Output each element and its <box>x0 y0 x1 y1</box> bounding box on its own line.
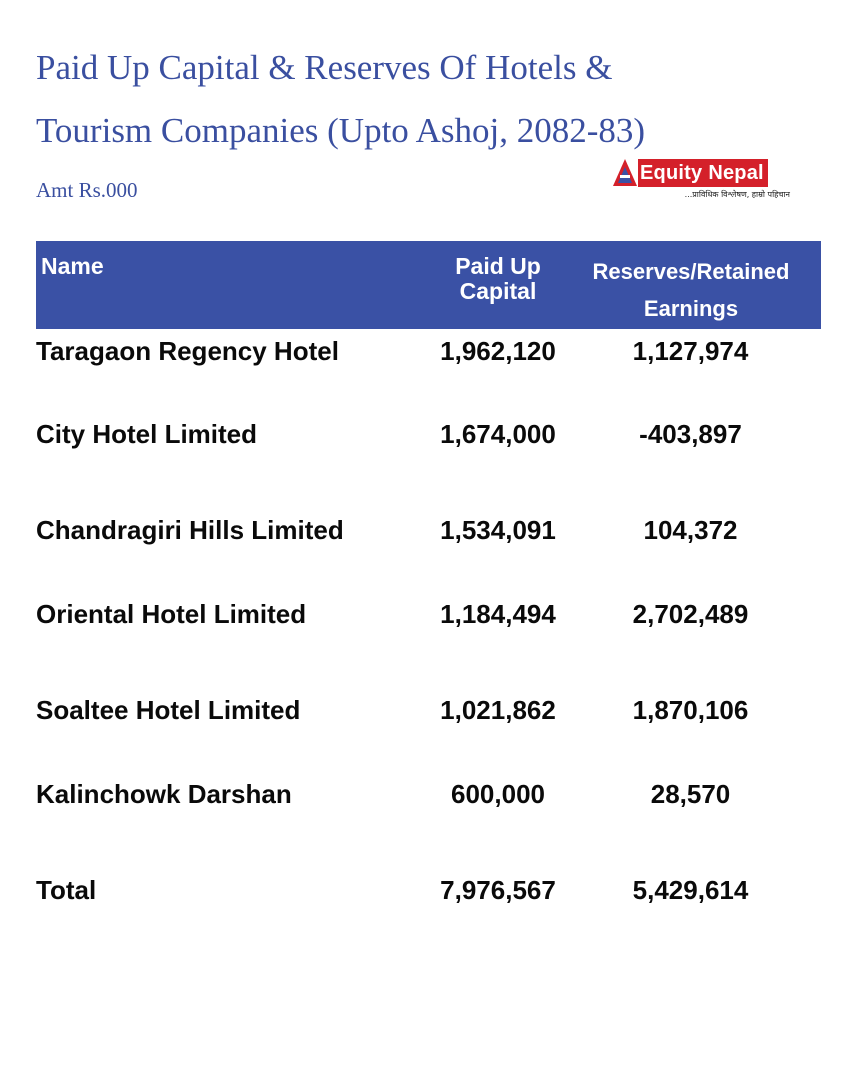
logo-brand-part2: Nepal <box>708 161 764 184</box>
title-line-2: Tourism Companies (Upto Ashoj, 2082-83) <box>36 111 646 150</box>
total-paid-up-capital: 7,976,567 <box>440 875 556 905</box>
row-reserves: -403,897 <box>639 419 742 449</box>
total-reserves: 5,429,614 <box>632 875 749 905</box>
row-name: Kalinchowk Darshan <box>36 779 292 809</box>
row-reserves: 2,702,489 <box>632 599 749 629</box>
table-row <box>36 779 821 819</box>
header-name: Name <box>41 253 104 279</box>
page-title <box>36 36 736 162</box>
row-reserves: 1,870,106 <box>632 695 749 725</box>
row-paid-up-capital: 1,184,494 <box>440 599 556 629</box>
row-name: Taragaon Regency Hotel <box>36 336 339 366</box>
table-row <box>36 599 821 639</box>
table-row <box>36 336 821 376</box>
logo-mark-icon <box>612 158 638 188</box>
table-row <box>36 419 821 459</box>
row-name: City Hotel Limited <box>36 419 258 449</box>
row-reserves: 1,127,974 <box>632 336 749 366</box>
amount-unit-label: Amt Rs.000 <box>36 178 138 202</box>
row-reserves: 28,570 <box>650 779 731 809</box>
row-paid-up-capital: 600,000 <box>451 779 545 809</box>
row-reserves: 104,372 <box>643 515 738 545</box>
total-label: Total <box>36 875 97 905</box>
row-paid-up-capital: 1,534,091 <box>440 515 556 545</box>
equity-nepal-logo <box>612 158 794 204</box>
logo-tagline: ...प्राविधिक विश्लेषण, हाम्रो पहिचान <box>684 190 790 199</box>
row-name: Chandragiri Hills Limited <box>36 515 344 545</box>
row-paid-up-capital: 1,021,862 <box>440 695 556 725</box>
row-name: Soaltee Hotel Limited <box>36 695 301 725</box>
header-reserves: Reserves/Retained Earnings <box>592 259 790 321</box>
table-header <box>36 241 821 329</box>
title-line-1: Paid Up Capital & Reserves Of Hotels & <box>36 48 613 87</box>
row-name: Oriental Hotel Limited <box>36 599 307 629</box>
header-paid-up-capital: Paid Up Capital <box>455 253 541 304</box>
table-row <box>36 695 821 735</box>
logo-brand-part1: Equity <box>640 161 703 184</box>
table-total-row <box>36 875 821 915</box>
row-paid-up-capital: 1,674,000 <box>440 419 556 449</box>
row-paid-up-capital: 1,962,120 <box>440 336 556 366</box>
table-row <box>36 515 821 555</box>
